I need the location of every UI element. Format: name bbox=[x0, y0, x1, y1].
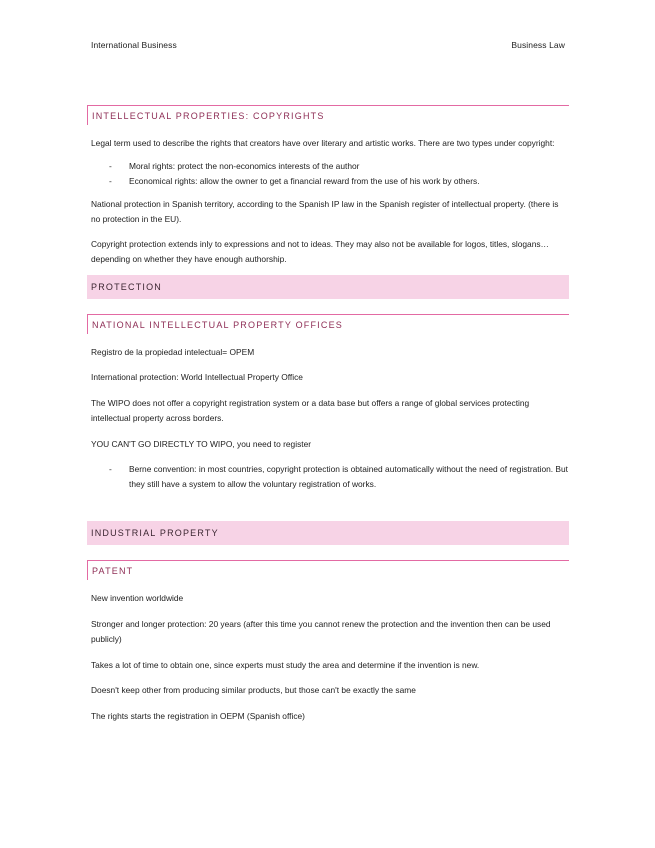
copyrights-bullet-list bbox=[87, 159, 569, 189]
list-item: - Berne convention: in most countries, copyright protection is obtained automatically without the need of registration. But they still have a system to allow the voluntary registration of works. bbox=[87, 462, 569, 492]
patent-paragraph-4: Doesn't keep other from producing similar products, but those can't be exactly the same bbox=[91, 685, 416, 695]
offices-paragraph-4: YOU CAN'T GO DIRECTLY TO WIPO, you need to register bbox=[91, 438, 312, 449]
offices-paragraph-1: Registro de la propiedad intelectual= OPEM bbox=[91, 346, 255, 357]
patent-paragraph-5: The rights starts the registration in OEPM (Spanish office) bbox=[91, 710, 305, 721]
list-item: - Moral rights: protect the non-economics interests of the author bbox=[87, 159, 569, 174]
copyrights-paragraph-3: Copyright protection extends inly to expressions and not to ideas. They may also not be available for logos, titles, slogans… depending on whether they have enough authorship. bbox=[91, 238, 549, 264]
list-item: - Economical rights: allow the owner to get a financial reward from the use of his work by others. bbox=[87, 174, 569, 189]
heading-industrial-property: INDUSTRIAL PROPERTY bbox=[87, 521, 569, 545]
copyrights-intro: Legal term used to describe the rights that creators have over literary and artistic works. There are two types under copyright: bbox=[91, 138, 555, 148]
offices-paragraph-2: International protection: World Intellectual Property Office bbox=[91, 372, 303, 382]
heading-protection: PROTECTION bbox=[87, 275, 569, 299]
offices-bullet-list bbox=[87, 462, 569, 492]
patent-paragraph-3: Takes a lot of time to obtain one, since experts must study the area and determine if the invention is new. bbox=[91, 659, 480, 670]
patent-paragraph-1: New invention worldwide bbox=[91, 593, 184, 603]
copyrights-paragraph-2: National protection in Spanish territory, according to the Spanish IP law in the Spanish register of intellectual property. (there is no protection in the EU). bbox=[91, 198, 559, 224]
document-body bbox=[87, 105, 569, 724]
header-right: Business Law bbox=[511, 40, 565, 50]
heading-offices: NATIONAL INTELLECTUAL PROPERTY OFFICES bbox=[87, 314, 569, 334]
patent-paragraph-2: Stronger and longer protection: 20 years (after this time you cannot renew the protection and the invention then can be used publicly) bbox=[91, 618, 551, 644]
heading-copyrights: INTELLECTUAL PROPERTIES: COPYRIGHTS bbox=[87, 105, 569, 125]
header-left: International Business bbox=[91, 40, 177, 50]
heading-patent: PATENT bbox=[87, 560, 569, 580]
offices-paragraph-3: The WIPO does not offer a copyright registration system or a data base but offers a range of global services protecting intellectual property across borders. bbox=[91, 397, 530, 423]
